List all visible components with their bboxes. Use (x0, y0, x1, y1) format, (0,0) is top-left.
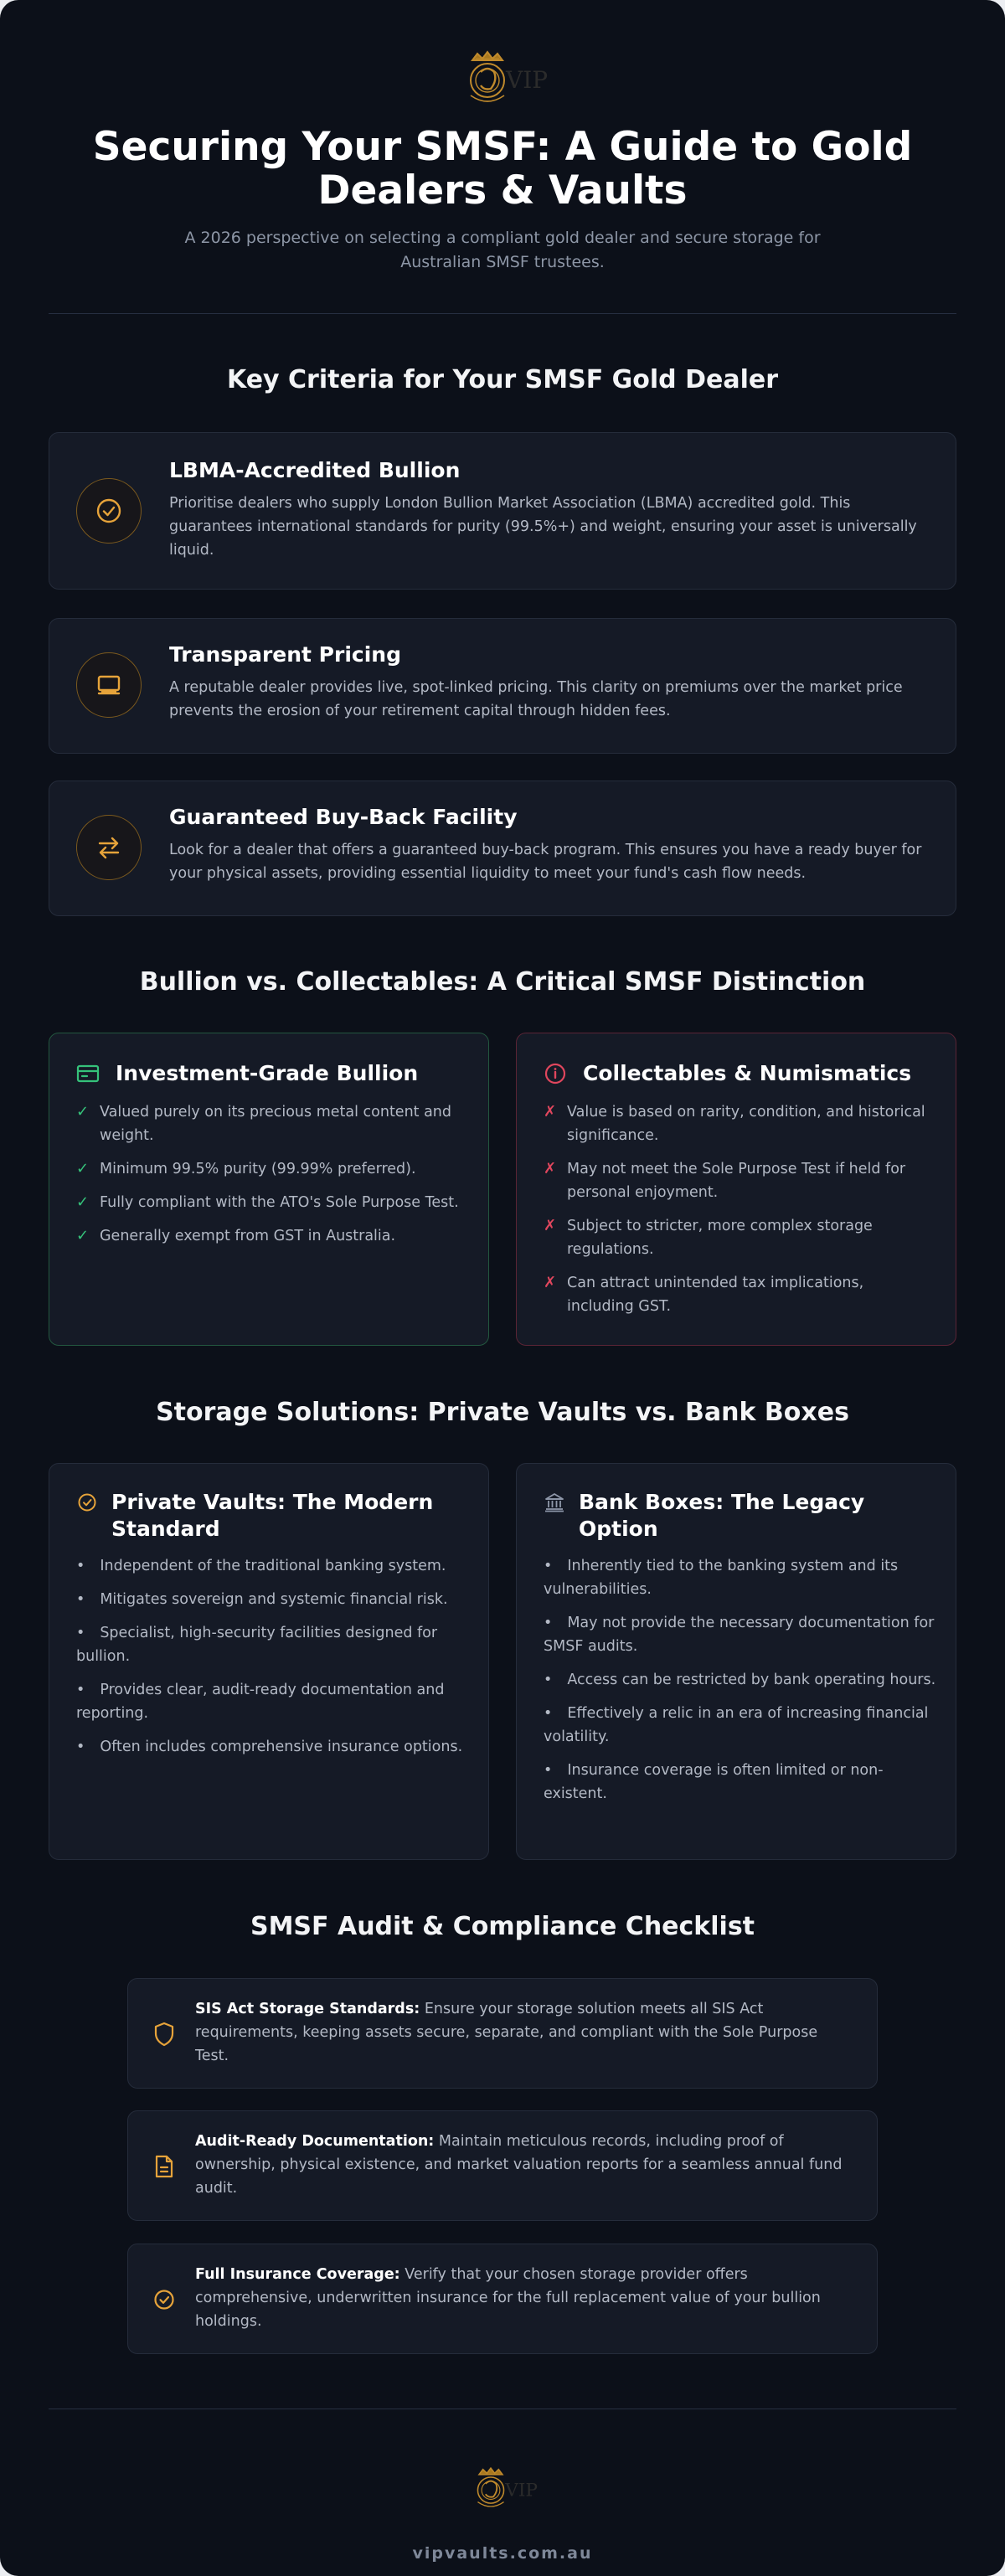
criteria-title: LBMA-Accredited Bullion (169, 458, 461, 482)
list-item: ✗ May not meet the Sole Purpose Test if held for personal enjoyment. (544, 1157, 929, 1204)
checklist-text: Audit-Ready Documentation: Maintain meticulous records, including proof of ownership, physical existence, and market valuation reports for a seamless annual fund audit. (195, 2133, 843, 2197)
check-mark-icon: ✓ (76, 1193, 90, 1211)
bank-icon (544, 1489, 565, 1516)
cross-mark-icon: ✗ (544, 1274, 557, 1291)
page-subtitle: A 2026 perspective on selecting a compliant gold dealer and secure storage for Australian SMSF trustees. (184, 229, 821, 271)
bullion-card (49, 1033, 489, 1346)
shield-icon (152, 2019, 177, 2049)
private-vaults-list (76, 1554, 470, 1769)
list-item: • Access can be restricted by bank operating hours. (544, 1672, 936, 1688)
svg-text:VIP: VIP (505, 2480, 539, 2501)
list-item: ✗ Can attract unintended tax implications, including GST. (544, 1271, 929, 1318)
list-item: • Insurance coverage is often limited or non-existent. (544, 1762, 884, 1802)
collectables-title: Collectables & Numismatics (583, 1061, 912, 1085)
check-mark-icon: ✓ (76, 1103, 90, 1121)
list-item: • Mitigates sovereign and systemic financial risk. (76, 1591, 448, 1608)
criteria-card-buyback (49, 781, 956, 916)
list-item: ✓ Generally exempt from GST in Australia. (76, 1224, 461, 1248)
bullion-title: Investment-Grade Bullion (116, 1061, 419, 1085)
check-mark-icon: ✓ (76, 1227, 90, 1244)
list-item: • Inherently tied to the banking system and its vulnerabilities. (544, 1558, 899, 1598)
list-item: ✓ Minimum 99.5% purity (99.99% preferred). (76, 1157, 461, 1181)
vip-logo (447, 49, 558, 109)
bank-boxes-list (544, 1554, 937, 1816)
divider (49, 313, 956, 314)
collectables-list (544, 1100, 929, 1328)
svg-text:VIP: VIP (506, 66, 549, 94)
list-item: • Independent of the traditional banking system. (76, 1558, 446, 1574)
checklist-text: Full Insurance Coverage: Verify that your chosen storage provider offers comprehensive, underwritten insurance for the full replacement value of your bullion holdings. (195, 2266, 821, 2330)
vip-logo (459, 2465, 546, 2512)
bank-boxes-card (516, 1463, 956, 1860)
check-circle-icon (76, 1489, 98, 1516)
list-item: • Often includes comprehensive insurance options. (76, 1739, 463, 1755)
list-item: • Effectively a relic in an era of increasing financial volatility. (544, 1705, 929, 1745)
private-vaults-card (49, 1463, 489, 1860)
page-title: Securing Your SMSF: A Guide to Gold Dealers & Vaults (92, 124, 913, 214)
storage-heading: Storage Solutions: Private Vaults vs. Bank Boxes (156, 1398, 849, 1427)
cross-mark-icon: ✗ (544, 1160, 557, 1177)
list-item: • Specialist, high-security facilities designed for bullion. (76, 1625, 438, 1665)
list-item: • May not provide the necessary documentation for SMSF audits. (544, 1615, 935, 1655)
criteria-desc: Look for a dealer that offers a guaranteed buy-back program. This ensures you have a ready buyer for your physical assets, providing essential liquidity to meet your fund's cash flow needs. (169, 842, 922, 882)
criteria-title: Transparent Pricing (169, 642, 401, 667)
list-item: ✗ Subject to stricter, more complex storage regulations. (544, 1214, 929, 1261)
criteria-title: Guaranteed Buy-Back Facility (169, 805, 518, 829)
cross-mark-icon: ✗ (544, 1103, 557, 1121)
checklist-item-documentation (127, 2110, 878, 2221)
bullion-list (76, 1100, 461, 1258)
check-mark-icon: ✓ (76, 1160, 90, 1177)
cash-stack-icon (76, 652, 142, 718)
info-circle-icon (544, 1062, 567, 1085)
criteria-card-lbma (49, 432, 956, 590)
website-link[interactable]: vipvaults.com.au (412, 2544, 593, 2563)
list-item: ✗ Value is based on rarity, condition, and historical significance. (544, 1100, 929, 1147)
document-icon (152, 2151, 177, 2182)
comparison-heading: Bullion vs. Collectables: A Critical SMSF Distinction (139, 967, 866, 997)
criteria-card-pricing (49, 618, 956, 754)
checklist-item-insurance (127, 2244, 878, 2354)
check-circle-icon (76, 478, 142, 544)
criteria-desc: A reputable dealer provides live, spot-linked pricing. This clarity on premiums over the market price prevents the erosion of your retirement capital through hidden fees. (169, 679, 903, 719)
checklist-text: SIS Act Storage Standards: Ensure your storage solution meets all SIS Act requirements, keeping assets secure, separate, and compliant with the Sole Purpose Test. (195, 2001, 818, 2064)
list-item: ✓ Valued purely on its precious metal content and weight. (76, 1100, 461, 1147)
card-icon (76, 1062, 100, 1085)
bank-boxes-title: Bank Boxes: The Legacy Option (579, 1490, 865, 1541)
exchange-arrows-icon (76, 815, 142, 880)
list-item: ✓ Fully compliant with the ATO's Sole Purpose Test. (76, 1191, 461, 1214)
check-circle-icon (152, 2285, 177, 2315)
checklist-heading: SMSF Audit & Compliance Checklist (250, 1912, 755, 1941)
cross-mark-icon: ✗ (544, 1217, 557, 1234)
private-vaults-title: Private Vaults: The Modern Standard (111, 1490, 434, 1541)
criteria-heading: Key Criteria for Your SMSF Gold Dealer (226, 365, 779, 394)
criteria-desc: Prioritise dealers who supply London Bullion Market Association (LBMA) accredited gold. This guarantees international standards for purity (99.5%+) and weight, ensuring your asset is universally liquid. (169, 495, 917, 559)
collectables-card (516, 1033, 956, 1346)
checklist-item-sis (127, 1978, 878, 2089)
list-item: • Provides clear, audit-ready documentation and reporting. (76, 1682, 445, 1722)
